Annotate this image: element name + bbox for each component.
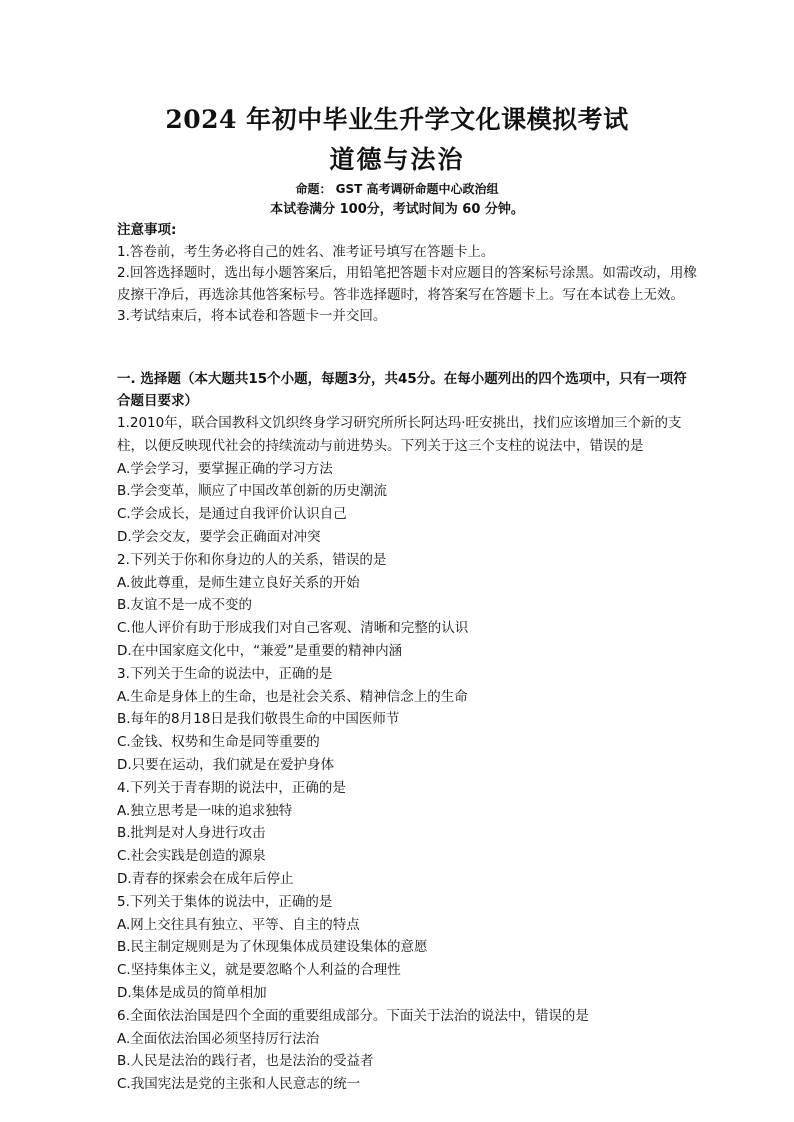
question-option: B.人民是法治的践行者，也是法治的受益者 [117, 1053, 374, 1070]
question-stem: 2.下列关于你和你身边的人的关系，错误的是 [117, 551, 387, 568]
question-option: A.生命是身体上的生命，也是社会关系、精神信念上的生命 [117, 688, 468, 705]
question-option: B.学会变革，顺应了中国改革创新的历史潮流 [117, 483, 388, 500]
question-stem: 1.2010年，联合国教科文饥织终身学习研究所所长阿达玛·旺安挑出，找们应该增加三个新的支柱，以便反映现代社会的持续流动与前进势头。下列关于这三个支柱的说法中，错误的是 [117, 415, 682, 454]
exam-title: 2024 年初中毕业生升学文化课模拟考试 [165, 105, 629, 134]
question-option: A.全面依法治国必须坚持厉行法治 [117, 1030, 320, 1047]
question-option: D.集体是成员的简单相加 [117, 984, 267, 1001]
question-option: B.友谊不是一成不变的 [117, 597, 253, 614]
author-line: 命题： GST 高考调研命题中心政治组 [295, 182, 499, 196]
instruction-item: 1.答卷前，考生务必将自己的姓名、准考证号填写在答题卡上。 [117, 243, 495, 260]
instruction-item: 2.回答选择题时，选出每小题答案后，用铅笔把答题卡对应题目的答案标号涂黑。如需改动，用橡皮擦干净后，再选涂其他答案标号。答非选择题时，将答案写在答题卡上。写在本试卷上无效。 [117, 265, 697, 303]
question-option: C.社会实践是创造的源泉 [117, 848, 266, 865]
question-option: A.彼此尊重，是师生建立良好关系的开始 [117, 574, 360, 591]
question-stem: 4.下列关于青春期的说法中，正确的是 [117, 779, 346, 796]
question-option: C.他人评价有助于形成我们对自己客观、清晰和完整的认识 [117, 620, 469, 637]
instructions-heading: 注意事项: [117, 222, 177, 238]
score-info: 本试卷满分 100分，考试时间为 60 分钟。 [270, 202, 524, 217]
question-option: A.网上交往具有独立、平等、自主的特点 [117, 916, 360, 933]
question-option: B.每年的8月18日是我们敬畏生命的中国医师节 [117, 711, 400, 728]
question-option: B.民主制定规则是为了休现集体成员建设集体的意愿 [117, 939, 428, 956]
subject-title: 道德与法治 [329, 145, 465, 174]
question-option: D.学会交友，要学会正确面对冲突 [117, 528, 321, 545]
question-list [117, 412, 697, 1096]
question-option: A.学会学习，要掌握正确的学习方法 [117, 460, 333, 477]
question-option: C.我国宪法是党的主张和人民意志的统一 [117, 1076, 361, 1093]
question-option: D.只要在运动，我们就是在爱护身体 [117, 756, 335, 773]
question-option: C.金钱、权势和生命是同等重要的 [117, 734, 320, 751]
question-stem: 6.全面依法治国是四个全面的重要组成部分。下面关于法治的说法中，错误的是 [117, 1007, 589, 1024]
instructions [117, 220, 697, 328]
question-option: C.坚持集体主义，就是要忽略个人利益的合理性 [117, 962, 401, 979]
question-stem: 5.下列关于集体的说法中，正确的是 [117, 893, 333, 910]
question-option: D.在中国家庭文化中，“兼爱”是重要的精神内涵 [117, 642, 403, 659]
question-option: D.青春的探索会在成年后停止 [117, 870, 294, 887]
question-stem: 3.下列关于生命的说法中，正确的是 [117, 665, 333, 682]
instruction-item: 3.考试结束后，将本试卷和答题卡一并交回。 [117, 308, 387, 324]
question-option: C.学会成长，是通过自我评价认识自己 [117, 506, 347, 523]
question-option: B.批判是对人身进行攻击 [117, 825, 266, 842]
section-title: 一. 选择题（本大题共15个小题，每题3分，共45分。在每小题列出的四个选项中，只有一项符合题目要求） [117, 371, 687, 409]
question-option: A.独立思考是一味的追求独特 [117, 802, 293, 819]
